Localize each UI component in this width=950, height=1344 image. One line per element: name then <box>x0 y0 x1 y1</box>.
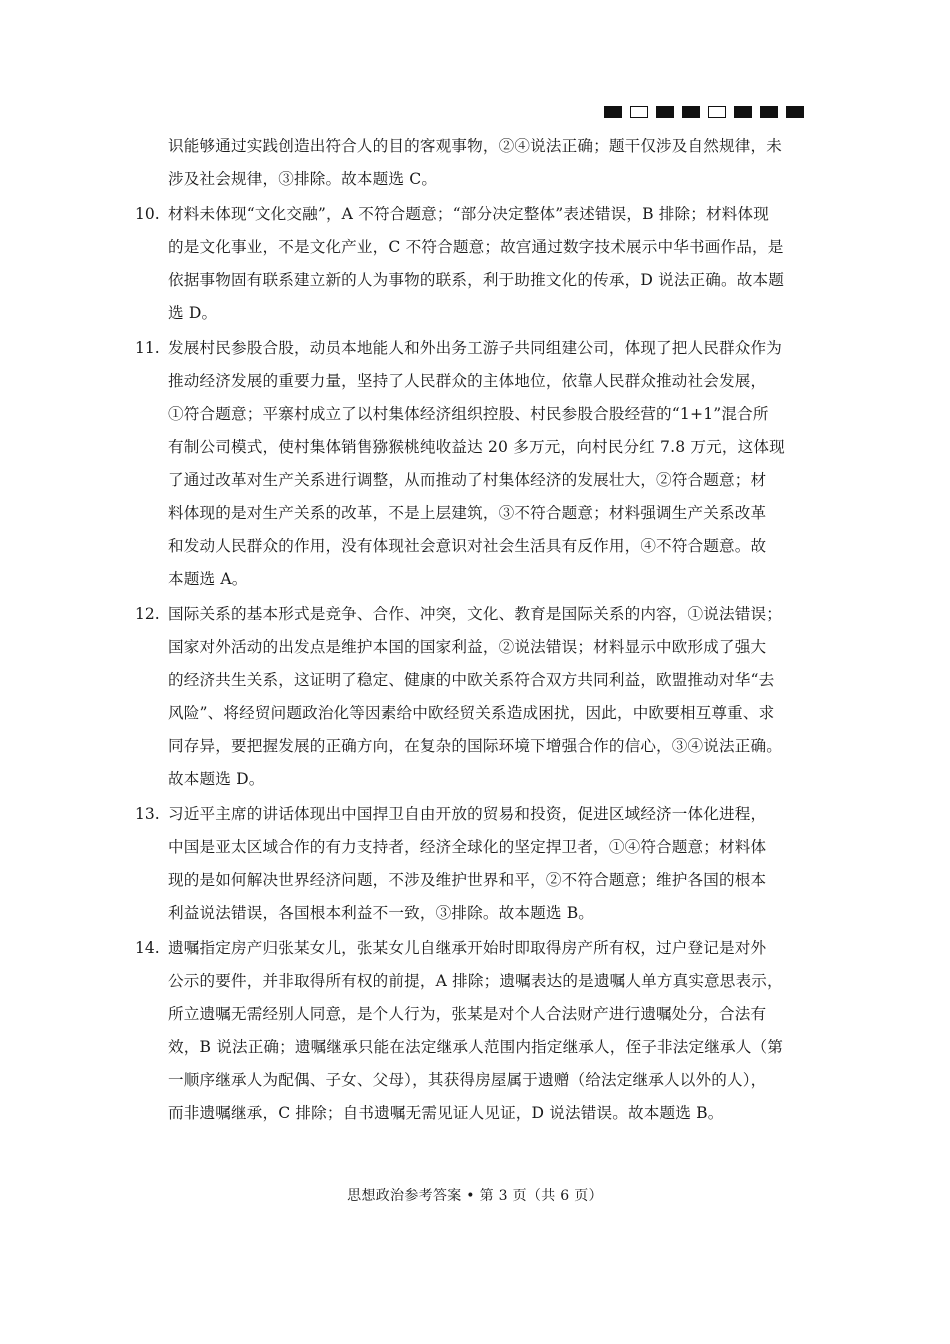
answer-line: 风险”、将经贸问题政治化等因素给中欧经贸关系造成困扰，因此，中欧要相互尊重、求 <box>168 704 775 722</box>
answer-line: 了通过改革对生产关系进行调整，从而推动了村集体经济的发展壮大，②符合题意；材 <box>168 471 767 489</box>
answer-line: 习近平主席的讲话体现出中国捍卫自由开放的贸易和投资，促进区域经济一体化进程， <box>168 805 767 823</box>
answer-number: 13. <box>135 805 160 823</box>
answer-line: 国家对外活动的出发点是维护本国的国家利益，②说法错误；材料显示中欧形成了强大 <box>168 638 767 656</box>
header-mark <box>656 106 674 118</box>
header-mark <box>786 106 804 118</box>
answer-number: 14. <box>135 939 160 957</box>
answer-content <box>0 130 950 1132</box>
answer-line: 料体现的是对生产关系的改革，不是上层建筑，③不符合题意；材料强调生产关系改革 <box>168 504 767 522</box>
answer-paragraph-continued <box>0 130 950 196</box>
header-mark <box>604 106 622 118</box>
answer-line: 的是文化事业，不是文化产业，C 不符合题意；故宫通过数字技术展示中华书画作品，是 <box>168 238 784 256</box>
answer-line: 涉及社会规律，③排除。故本题选 C。 <box>168 170 438 188</box>
answer-line: 遗嘱指定房产归张某女儿，张某女儿自继承开始时即取得房产所有权，过户登记是对外 <box>168 939 767 957</box>
answer-line: 故本题选 D。 <box>168 770 265 788</box>
answer-line: 公示的要件，并非取得所有权的前提，A 排除；遗嘱表达的是遗嘱人单方真实意思表示， <box>168 972 783 990</box>
answer-line: 同存异，要把握发展的正确方向，在复杂的国际环境下增强合作的信心，③④说法正确。 <box>168 737 783 755</box>
header-mark <box>682 106 700 118</box>
answer-line: 中国是亚太区域合作的有力支持者，经济全球化的坚定捍卫者，①④符合题意；材料体 <box>168 838 767 856</box>
header-mark <box>760 106 778 118</box>
answer-line: 有制公司模式，使村集体销售猕猴桃纯收益达 20 多万元，向村民分红 7.8 万元，这体现 <box>168 438 785 456</box>
answer-number: 10. <box>135 205 160 223</box>
header-mark <box>630 106 648 118</box>
answer-item-11 <box>0 332 950 596</box>
answer-number: 12. <box>135 605 160 623</box>
answer-line: 所立遗嘱无需经别人同意，是个人行为，张某是对个人合法财产进行遗嘱处分，合法有 <box>168 1005 767 1023</box>
answer-line: 发展村民参股合股，动员本地能人和外出务工游子共同组建公司，体现了把人民群众作为 <box>168 339 783 357</box>
answer-line: 利益说法错误，各国根本利益不一致，③排除。故本题选 B。 <box>168 904 595 922</box>
answer-line: ①符合题意；平寨村成立了以村集体经济组织控股、村民参股合股经营的“1+1”混合所 <box>168 405 769 423</box>
header-mark <box>708 106 726 118</box>
answer-line: 一顺序继承人为配偶、子女、父母），其获得房屋属于遗赠（给法定继承人以外的人）， <box>168 1071 767 1089</box>
answer-line: 本题选 A。 <box>168 570 248 588</box>
header-marks <box>604 106 804 118</box>
answer-line: 依据事物固有联系建立新的人为事物的联系，利于助推文化的传承，D 说法正确。故本题 <box>168 271 785 289</box>
answer-line: 现的是如何解决世界经济问题，不涉及维护世界和平，②不符合题意；维护各国的根本 <box>168 871 767 889</box>
header-mark <box>734 106 752 118</box>
answer-item-14 <box>0 932 950 1130</box>
answer-line: 国际关系的基本形式是竞争、合作、冲突，文化、教育是国际关系的内容，①说法错误； <box>168 605 783 623</box>
page-footer: 思想政治参考答案 • 第 3 页（共 6 页） <box>347 1188 603 1204</box>
answer-line: 选 D。 <box>168 304 218 322</box>
answer-line: 的经济共生关系，这证明了稳定、健康的中欧关系符合双方共同利益，欧盟推动对华“去 <box>168 671 775 689</box>
answer-item-12 <box>0 598 950 796</box>
answer-item-10 <box>0 198 950 330</box>
answer-line: 效，B 说法正确；遗嘱继承只能在法定继承人范围内指定继承人，侄子非法定继承人（第 <box>168 1038 783 1056</box>
answer-number: 11. <box>135 339 160 357</box>
answer-line: 和发动人民群众的作用，没有体现社会意识对社会生活具有反作用，④不符合题意。故 <box>168 537 767 555</box>
answer-line: 而非遗嘱继承，C 排除；自书遗嘱无需见证人见证，D 说法错误。故本题选 B。 <box>168 1104 724 1122</box>
answer-line: 识能够通过实践创造出符合人的目的客观事物，②④说法正确；题干仅涉及自然规律，未 <box>168 137 783 155</box>
answer-line: 推动经济发展的重要力量，坚持了人民群众的主体地位，依靠人民群众推动社会发展， <box>168 372 767 390</box>
answer-line: 材料未体现“文化交融”，A 不符合题意；“部分决定整体”表述错误，B 排除；材料体现 <box>168 205 770 223</box>
answer-item-13 <box>0 798 950 930</box>
